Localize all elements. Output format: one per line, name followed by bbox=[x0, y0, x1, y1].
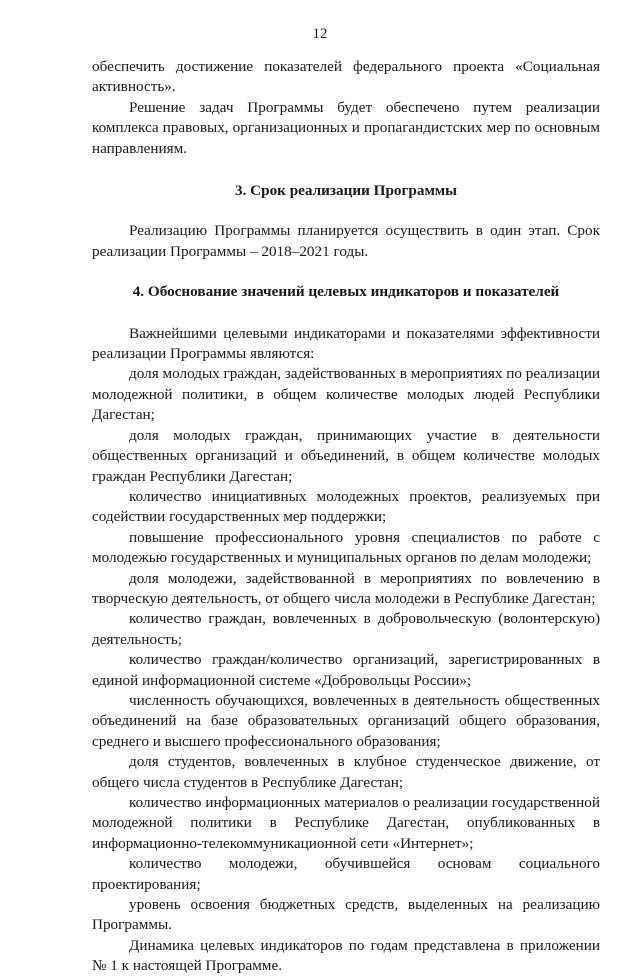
indicator-item: количество граждан/количество организаций, зарегистрированных в единой информационной системе «Добровольцы России»; bbox=[92, 651, 600, 689]
indicator-item: доля молодых граждан, задействованных в мероприятиях по реализации молодежной политики, в общем количестве молодых людей Республики Дагестан; bbox=[92, 365, 600, 424]
indicator-item: численность обучающихся, вовлеченных в деятельность общественных объединений на базе образовательных организаций общего образования, среднего и высшего профессионального образования; bbox=[92, 691, 600, 750]
indicator-item: доля молодых граждан, принимающих участие в деятельности общественных организаций и объединений, в общем количестве молодых граждан Республики Дагестан; bbox=[92, 426, 600, 485]
indicator-item: количество инициативных молодежных проектов, реализуемых при содействии государственных мер поддержки; bbox=[92, 487, 600, 526]
indicator-item: повышение профессионального уровня специалистов по работе с молодежью государственных и муниципальных органов по делам молодежи; bbox=[92, 528, 600, 567]
paragraph: Реализацию Программы планируется осуществить в один этап. Срок реализации Программы – 2018–2021 годы. bbox=[92, 222, 600, 260]
page-number: 12 bbox=[312, 26, 328, 42]
indicator-item: количество молодежи, обучившейся основам социального проектирования; bbox=[92, 855, 600, 893]
indicator-item: количество информационных материалов о реализации государственной молодежной политики в Республике Дагестан, опубликованных в информационно-телекоммуникационной сети «Интернет»; bbox=[92, 794, 600, 852]
indicator-item: доля молодежи, задействованной в мероприятиях по вовлечению в творческую деятельность, от общего числа молодежи в Республике Дагестан; bbox=[92, 569, 600, 607]
section-heading: 4. Обоснование значений целевых индикаторов и показателей bbox=[132, 283, 560, 301]
indicator-item: количество граждан, вовлеченных в добровольческую (волонтерскую) деятельность; bbox=[92, 610, 600, 648]
paragraph: Динамика целевых индикаторов по годам представлена в приложении № 1 к настоящей Программе. bbox=[92, 936, 600, 975]
paragraph: обеспечить достижение показателей федерального проекта «Социальная активность». bbox=[92, 58, 600, 96]
section-heading: 3. Срок реализации Программы bbox=[234, 182, 457, 200]
indicator-item: доля студентов, вовлеченных в клубное студенческое движение, от общего числа студентов в Республике Дагестан; bbox=[92, 753, 600, 791]
document-body bbox=[92, 57, 600, 977]
paragraph: Решение задач Программы будет обеспечено путем реализации комплекса правовых, организационных и пропагандистских мер по основным направлениям. bbox=[92, 98, 600, 157]
indicator-item: уровень освоения бюджетных средств, выделенных на реализацию Программы. bbox=[92, 896, 600, 934]
paragraph: Важнейшими целевыми индикаторами и показателями эффективности реализации Программы являются: bbox=[92, 324, 600, 363]
